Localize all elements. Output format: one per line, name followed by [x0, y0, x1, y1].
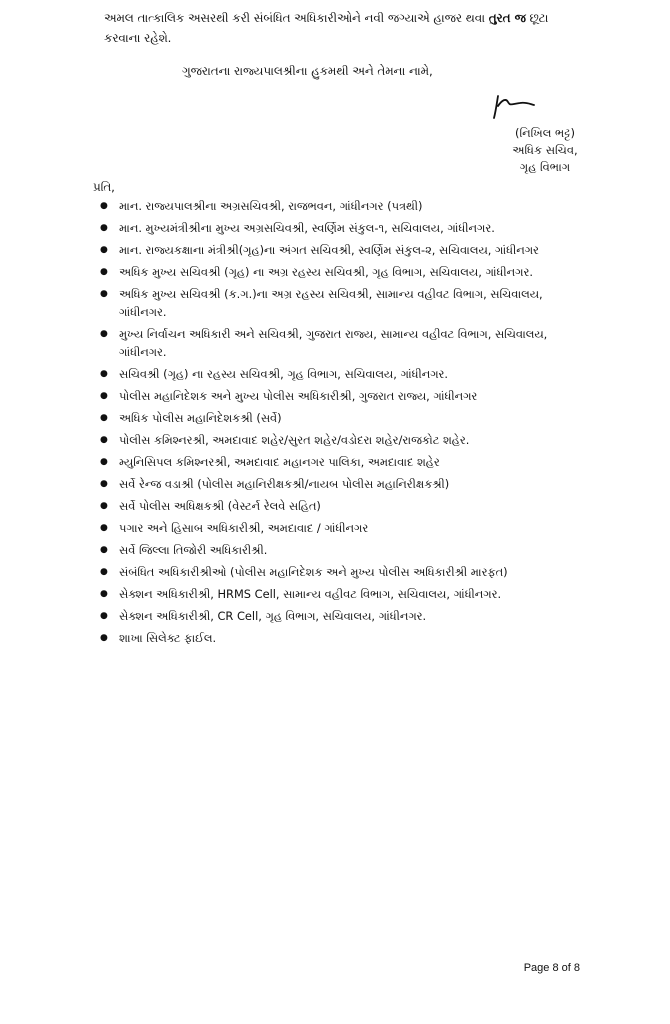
paragraph-bold-text: તુરત જ	[488, 11, 526, 25]
list-item: ● અધિક મુખ્ય સચિવશ્રી (ગૃહ) ના અગ્ર રહસ્ય સચિવશ્રી, ગૃહ વિભાગ, સચિવાલય, ગાંધીનગર.	[100, 263, 560, 281]
list-item: ● માન. મુખ્યમંત્રીશ્રીના મુખ્ય અગ્રસચિવશ્રી, સ્વર્ણિમ સંકુલ-૧, સચિવાલય, ગાંધીનગર.	[100, 219, 560, 237]
list-item: ● સર્વે પોલીસ અધિક્ષકશ્રી (વેસ્ટર્ન રેલવે સહિત)	[100, 497, 560, 515]
paragraph-text: અમલ તાત્કાલિક અસરથી કરી સંબંધિત અધિકારીઓને નવી જગ્યાએ હાજર થવા	[104, 11, 489, 25]
signature-image	[490, 92, 538, 122]
list-item: ● સર્વે જિલ્લા તિજોરી અધિકારીશ્રી.	[100, 541, 560, 559]
paragraph-end-text: છૂટા કરવાના રહેશે.	[104, 11, 549, 45]
signature-block	[475, 125, 615, 176]
list-item: ● માન. રાજ્યકક્ષાના મંત્રીશ્રી(ગૃહ)ના અંગત સચિવશ્રી, સ્વર્ણિમ સંકુલ-૨, સચિવાલય, ગાંધીનગર	[100, 241, 560, 259]
list-item: ● સંબંધિત અધિકારીશ્રીઓ (પોલીસ મહાનિદેશક અને મુખ્ય પોલીસ અધિકારીશ્રી મારફત)	[100, 563, 560, 581]
page-number: Page 8 of 8	[523, 962, 580, 974]
signatory-department: ગૃહ વિભાગ	[519, 160, 571, 174]
list-item: ● માન. રાજ્યપાલશ્રીના અગ્રસચિવશ્રી, રાજભવન, ગાંધીનગર (પત્રથી)	[100, 197, 560, 215]
list-item: ● મુખ્ય નિર્વાચન અધિકારી અને સચિવશ્રી, ગુજરાત રાજ્ય, સામાન્ય વહીવટ વિભાગ, સચિવાલય, ગાંધીનગર.	[100, 325, 560, 361]
list-item: ● સચિવશ્રી (ગૃહ) ના રહસ્ય સચિવશ્રી, ગૃહ વિભાગ, સચિવાલય, ગાંધીનગર.	[100, 365, 560, 383]
signatory-designation: અધિક સચિવ,	[512, 143, 578, 157]
list-item: ● અધિક મુખ્ય સચિવશ્રી (ક.ગ.)ના અગ્ર રહસ્ય સચિવશ્રી, સામાન્ય વહીવટ વિભાગ, સચિવાલય, ગાંધીનગર.	[100, 285, 560, 321]
list-item: ● સેક્શન અધિકારીશ્રી, CR Cell, ગૃહ વિભાગ, સચિવાલય, ગાંધીનગર.	[100, 607, 560, 625]
list-item: ● મ્યુનિસિપલ કમિશ્નરશ્રી, અમદાવાદ મહાનગર પાલિકા, અમદાવાદ શહેર	[100, 453, 560, 471]
list-item: ● સેક્શન અધિકારીશ્રી, HRMS Cell, સામાન્ય વહીવટ વિભાગ, સચિવાલય, ગાંધીનગર.	[100, 585, 560, 603]
order-line: ગુજરાતના રાજ્યપાલશ્રીના હુકમથી અને તેમના નામે,	[182, 64, 433, 78]
list-item: ● પોલીસ મહાનિદેશક અને મુખ્ય પોલીસ અધિકારીશ્રી, ગુજરાત રાજ્ય, ગાંધીનગર	[100, 387, 560, 405]
list-item: ● પગાર અને હિસાબ અધિકારીશ્રી, અમદાવાદ / ગાંધીનગર	[100, 519, 560, 537]
list-item: ● અધિક પોલીસ મહાનિદેશકશ્રી (સર્વે)	[100, 409, 560, 427]
body-paragraph	[104, 8, 574, 48]
list-item: ● સર્વે રેન્જ વડાશ્રી (પોલીસ મહાનિરીક્ષકશ્રી/નાયબ પોલીસ મહાનિરીક્ષકશ્રી)	[100, 475, 560, 493]
signatory-name: (નિખિલ ભટ્ટ)	[515, 126, 575, 140]
list-item: ● શાખા સિલેક્ટ ફાઈલ.	[100, 629, 560, 647]
recipients-heading: પ્રતિ,	[93, 180, 115, 194]
recipient-list	[100, 197, 560, 651]
list-item: ● પોલીસ કમિશ્નરશ્રી, અમદાવાદ શહેર/સુરત શહેર/વડોદરા શહેર/રાજકોટ શહેર.	[100, 431, 560, 449]
